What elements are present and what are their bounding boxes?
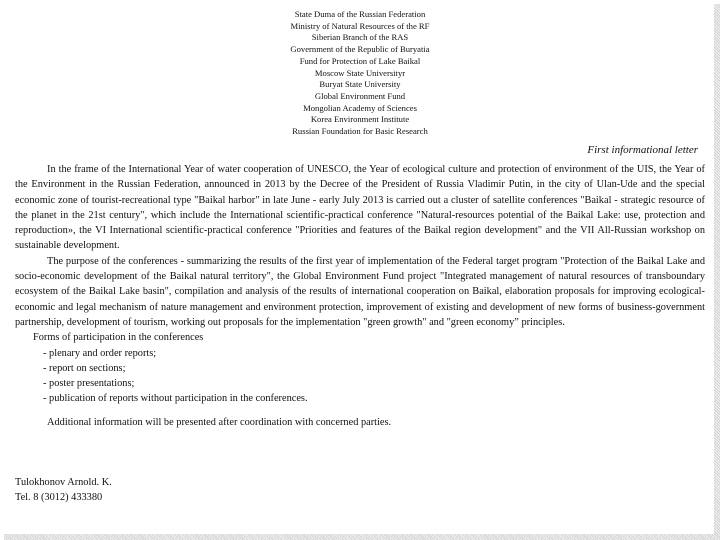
page-shadow-right (714, 4, 720, 540)
organization-line: Russian Foundation for Basic Research (292, 126, 428, 137)
list-item: - report on sections; (43, 362, 126, 374)
list-item: - publication of reports without participation in the conferences. (43, 393, 308, 405)
paragraph-purpose: The purpose of the conferences - summarizing the results of the first year of implementation of the Federal target program "Protection of the Baikal Lake and socio-economic development of the Baikal natural territory", the Global Environment Fund project "Integrated management of natural resources of transboundary ecosystem of the Baikal Lake basin", compilation and analysis of the results of international cooperation on Baikal, elaboration proposals for improving ecological-economic and legal mechanism of nature management and environment protection, improvement of existing and development of new forms of business-government partnership, development of tourism, working out proposals for the implementation "green growth" and "green economy” principles. (15, 255, 705, 328)
organization-line: Government of the Republic of Buryatia (290, 44, 430, 55)
letter-title: First informational letter (587, 144, 698, 156)
letter-body (15, 162, 705, 430)
organization-line: Ministry of Natural Resources of the RF (290, 20, 430, 31)
phone-number: Tel. 8 (3012) 433380 (15, 492, 103, 504)
additional-info: Additional information will be presented after coordination with concerned parties. (47, 416, 392, 428)
organization-line: State Duma of the Russian Federation (294, 9, 426, 19)
signatory-name: Tulokhonov Arnold. K. (15, 477, 112, 488)
organization-line: Moscow State Universityr (314, 67, 406, 78)
list-item: - poster presentations; (43, 378, 135, 390)
forms-intro: Forms of participation in the conferences (33, 332, 204, 344)
organization-line: Mongolian Academy of Sciences (303, 102, 417, 113)
organization-line: Korea Environment Institute (310, 114, 410, 125)
page-shadow-bottom (4, 534, 720, 540)
paragraph-intro: In the frame of the International Year of water cooperation of UNESCO, the Year of ecological culture and protection of environment of the UIS, the Year of the Environment in the Russian Federation, announced in 2013 by the Decree of the President of Russia Vladimir Putin, in the city of Ulan-Ude and the special economic zone of tourist-recreational type "Baikal harbor" in late June - early July 2013 is carried out a cluster of satellite conferences "Baikal - strategic resource of the planet in the 21st century", which include the International scientific-practical conference "Natural-resources potential of the Baikal Lake: use, protection and reproduction», the VI International scientific-practical conference "Priorities and features of the Baikal region development" and the VII All-Russian workshop on sustainable development. (15, 164, 705, 252)
organization-line: Buryat State University (319, 79, 401, 90)
organization-line: Fund for Protection of Lake Baikal (299, 55, 421, 66)
organization-line: Global Environment Fund (314, 90, 406, 101)
list-item: - plenary and order reports; (43, 347, 157, 359)
signature-block (15, 475, 112, 506)
organization-line: Siberian Branch of the RAS (311, 32, 409, 43)
organizations-list (0, 9, 720, 138)
